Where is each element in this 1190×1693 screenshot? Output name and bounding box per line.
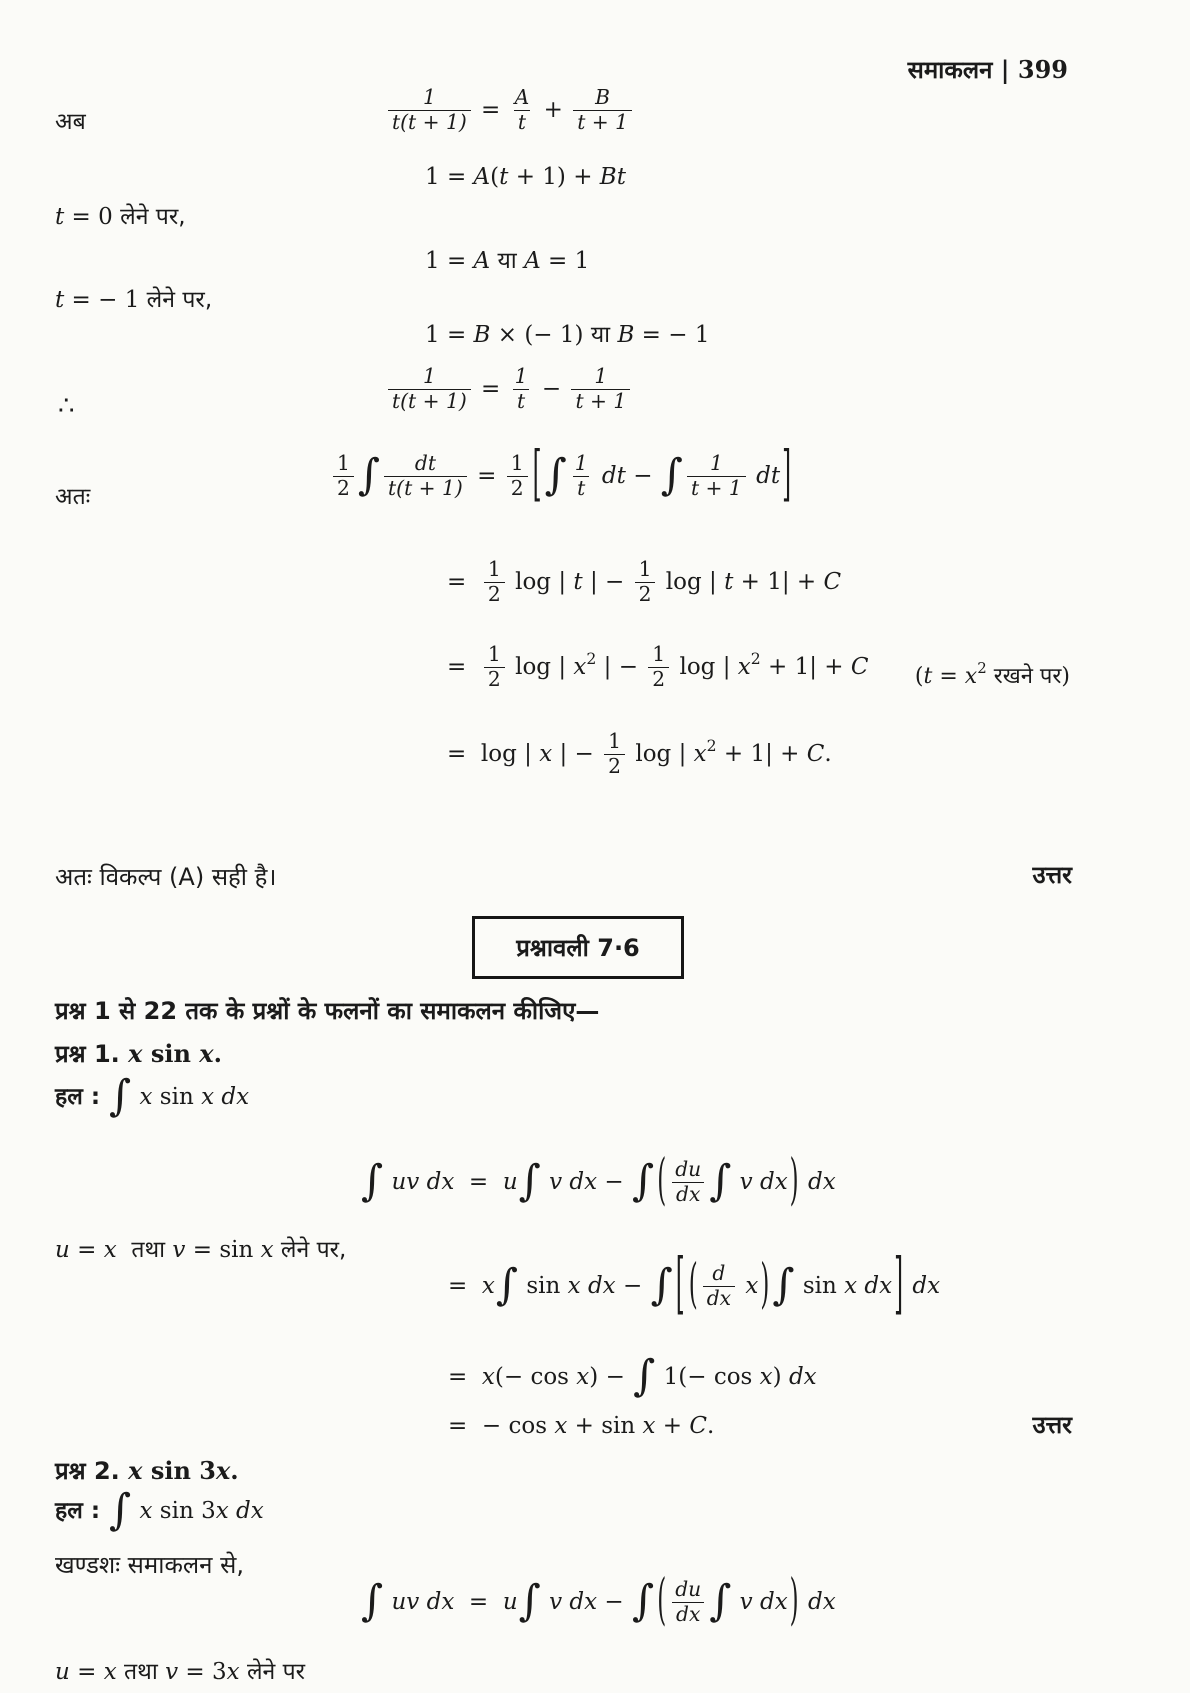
math-text: =: [932, 664, 965, 689]
equation-half-integral-split: [330, 441, 793, 509]
equation-log-x-squared: [447, 643, 869, 692]
math-text: dx: [788, 1363, 817, 1390]
header-separator: |: [992, 55, 1018, 84]
math-text: B: [473, 322, 491, 348]
superscript: 2: [586, 649, 597, 668]
integral-sign: ∫: [361, 1577, 384, 1627]
fraction-denominator: 2: [507, 476, 528, 501]
math-text: Bt: [599, 164, 626, 190]
math-text: [132, 1497, 139, 1526]
fraction-numerator: 1: [652, 642, 666, 666]
math-text: log |: [658, 569, 725, 595]
math-text: x: [964, 664, 978, 689]
fraction: [671, 1158, 705, 1207]
equation-log-final: [447, 730, 832, 779]
math-text: C: [850, 654, 869, 680]
integral-sign: ∫: [357, 451, 381, 501]
conclusion-option-a: अतः विकल्प (A) सही है।: [55, 863, 277, 891]
fraction-numerator: 1: [709, 451, 723, 475]
equation-step-2: [448, 1352, 817, 1401]
fraction-numerator: A: [514, 85, 530, 109]
integral-sign: ∫: [518, 1157, 541, 1207]
math-text: x: [642, 1413, 656, 1439]
math-text: x: [759, 1363, 773, 1390]
solution-2-start: [55, 1486, 264, 1535]
math-text: x: [103, 1659, 117, 1685]
math-text: sin: [795, 1273, 845, 1299]
math-text: =: [469, 463, 504, 489]
math-text: =: [448, 1273, 482, 1299]
math-text: = log |: [447, 741, 540, 767]
math-text: −: [615, 1273, 650, 1299]
math-text: dx: [800, 1169, 836, 1195]
math-text: 1 =: [425, 322, 474, 348]
math-text: sin 3: [142, 1456, 216, 1485]
math-text: −: [625, 463, 660, 489]
math-text: x dx: [844, 1273, 893, 1299]
fraction-denominator: 2: [484, 582, 505, 607]
math-text: =: [69, 1237, 104, 1263]
fraction: [333, 452, 354, 501]
fraction-numerator: 1: [487, 557, 501, 581]
fraction: [484, 558, 505, 607]
math-text: x: [481, 1363, 495, 1390]
math-text: [229, 1497, 236, 1526]
big-bracket: (: [657, 1569, 667, 1633]
fraction-numerator: 1: [514, 364, 528, 388]
math-text: v dx: [732, 1169, 788, 1195]
math-text: x: [128, 1039, 143, 1068]
fraction-denominator: 2: [604, 754, 625, 779]
math-text: x dx: [567, 1273, 616, 1299]
fraction: [388, 86, 471, 135]
integral-sign: ∫: [495, 1261, 519, 1311]
fraction-denominator: dx: [672, 1602, 704, 1627]
fraction-numerator: 1: [608, 729, 622, 753]
math-text: −: [597, 1589, 632, 1615]
math-text: + 1) +: [508, 164, 600, 190]
math-text: A: [524, 248, 541, 274]
fraction: [571, 365, 630, 414]
math-text: 1 =: [425, 164, 474, 190]
fraction: [635, 558, 656, 607]
math-text: (: [914, 664, 924, 689]
math-text: v dx: [541, 1169, 598, 1195]
superscript: 2: [706, 736, 717, 755]
math-text: + 1| +: [716, 741, 807, 767]
big-bracket: (: [657, 1149, 667, 1213]
math-text: [117, 1236, 132, 1265]
math-text: (: [490, 164, 500, 190]
math-text: t: [55, 287, 65, 313]
math-text: x: [139, 1083, 153, 1110]
math-text: .: [707, 1413, 715, 1439]
equation-final-answer-1: [448, 1412, 714, 1441]
integral-sign: ∫: [660, 451, 683, 501]
math-text: = − cos: [448, 1413, 555, 1439]
integral-sign: ∫: [650, 1261, 673, 1311]
equation-expanded-identity: [425, 163, 626, 192]
substitution-u-v-question-2: [55, 1658, 305, 1687]
math-text: [214, 1083, 221, 1112]
substitution-note: [914, 659, 1070, 691]
math-text: sin 3: [152, 1497, 216, 1524]
math-text: x: [554, 1413, 568, 1439]
fraction-denominator: t(t + 1): [384, 476, 467, 501]
integral-sign: ∫: [518, 1577, 541, 1627]
math-text: −: [534, 376, 569, 402]
equation-partial-fraction-setup: [385, 86, 635, 135]
math-text: .: [213, 1039, 222, 1068]
math-text: x: [215, 1456, 231, 1485]
math-text: A: [473, 248, 491, 274]
math-text: x: [737, 654, 751, 680]
fraction: [573, 86, 632, 135]
math-text: A: [473, 164, 491, 190]
math-text: लेने पर,: [146, 287, 213, 313]
big-bracket: ]: [782, 441, 792, 509]
equation-step-1: [448, 1247, 941, 1323]
math-text: log |: [507, 569, 574, 595]
page-number: 399: [1017, 55, 1068, 84]
math-text: x: [481, 1273, 495, 1299]
integration-by-parts-rule-1: [360, 1149, 836, 1213]
math-text: C: [806, 741, 825, 767]
math-text: × (− 1): [490, 322, 591, 348]
math-text: +: [655, 1413, 690, 1439]
math-text: या: [497, 248, 517, 274]
math-text: + 1| +: [760, 654, 851, 680]
fraction-denominator: 2: [648, 667, 669, 692]
big-bracket: ): [789, 1149, 799, 1213]
fraction-denominator: t: [573, 476, 589, 501]
math-text: =: [473, 376, 508, 402]
question-2-title: [55, 1456, 239, 1486]
math-text: sin: [152, 1083, 202, 1110]
fraction-denominator: t + 1: [573, 110, 632, 135]
math-text: u: [55, 1659, 70, 1685]
integral-sign: ∫: [633, 1352, 656, 1401]
fraction-denominator: 2: [635, 582, 656, 607]
chapter-title: समाकलन: [907, 56, 993, 84]
fraction: [511, 86, 534, 135]
math-text: t: [724, 569, 734, 595]
math-text: [517, 247, 524, 276]
math-text: 1 =: [425, 248, 474, 274]
exercise-heading-box: [472, 916, 684, 979]
math-text: ): [772, 1363, 789, 1390]
math-text: x: [128, 1456, 143, 1485]
math-text: ): [1061, 664, 1070, 689]
fraction-numerator: 1: [638, 557, 652, 581]
math-text: C: [689, 1413, 707, 1439]
fraction-denominator: t(t + 1): [388, 110, 471, 135]
integral-sign: ∫: [632, 1157, 655, 1207]
math-text: x: [201, 1083, 215, 1110]
math-text: x: [576, 1363, 590, 1390]
math-text: dx: [221, 1083, 250, 1110]
integral-sign: ∫: [109, 1072, 132, 1121]
math-text: हल :: [55, 1497, 109, 1524]
math-text: = 0: [64, 204, 121, 230]
math-text: t: [55, 204, 65, 230]
math-text: | −: [582, 569, 632, 595]
exercise-title: प्रश्नावली 7·6: [516, 934, 640, 962]
math-text: तथा: [124, 1659, 158, 1685]
integral-sign: ∫: [709, 1577, 732, 1627]
math-text: uv dx: [384, 1169, 455, 1195]
answer-tag: उत्तर: [1032, 861, 1072, 889]
equation-decomposition: [385, 365, 633, 414]
math-text: प्रश्न 2.: [55, 1457, 129, 1485]
fraction: [604, 730, 625, 779]
math-text: t: [573, 569, 583, 595]
fraction: [703, 1262, 735, 1311]
math-text: log |: [507, 654, 574, 680]
fraction-numerator: 1: [510, 451, 524, 475]
answer-tag-question-1: उत्तर: [1032, 1411, 1072, 1439]
fraction: [571, 452, 592, 501]
side-label-ab: अब: [55, 109, 86, 135]
math-text: [240, 1658, 247, 1687]
math-text: x: [539, 741, 553, 767]
math-text: +: [536, 97, 571, 123]
fraction-denominator: 2: [484, 667, 505, 692]
math-text: लेने पर: [246, 1659, 306, 1685]
fraction-denominator: t(t + 1): [388, 389, 471, 414]
equation-log-t: [447, 558, 841, 607]
condition-t-equals-0: [55, 203, 186, 232]
fraction: [484, 643, 505, 692]
math-text: C: [823, 569, 842, 595]
math-text: x: [260, 1237, 274, 1263]
fraction: [507, 452, 528, 501]
math-text: = − 1: [634, 322, 710, 348]
fraction-numerator: 1: [487, 642, 501, 666]
math-text: v: [172, 1237, 186, 1263]
math-text: [117, 1658, 124, 1687]
fraction-denominator: t: [514, 110, 530, 135]
condition-t-equals-minus-1: [55, 286, 212, 315]
math-text: = 1: [540, 248, 590, 274]
math-text: x: [226, 1659, 240, 1685]
math-text: x: [103, 1237, 117, 1263]
math-text: हल :: [55, 1083, 109, 1110]
math-text: प्रश्न 1.: [55, 1040, 129, 1068]
big-bracket: [: [675, 1247, 685, 1323]
math-text: x: [199, 1039, 214, 1068]
math-text: =: [454, 1589, 503, 1615]
fraction: [388, 365, 471, 414]
side-label-atah: अतः: [55, 484, 91, 510]
math-text: sin: [519, 1273, 568, 1299]
substitution-u-v-question-1: [55, 1236, 346, 1265]
fraction-numerator: 1: [594, 364, 608, 388]
fraction: [648, 643, 669, 692]
math-text: (− cos: [494, 1363, 577, 1390]
math-text: t: [923, 664, 933, 689]
math-text: तथा: [131, 1237, 166, 1263]
integral-sign: ∫: [544, 451, 567, 501]
math-text: =: [473, 97, 508, 123]
math-text: dx: [800, 1589, 836, 1615]
fraction-denominator: dx: [672, 1182, 704, 1207]
math-text: v: [165, 1659, 179, 1685]
big-bracket: (: [688, 1255, 698, 1316]
math-text: dx: [236, 1497, 264, 1524]
big-bracket: [: [532, 441, 542, 509]
fraction-numerator: 1: [422, 364, 436, 388]
math-text: v dx: [541, 1589, 598, 1615]
integral-sign: ∫: [361, 1157, 384, 1207]
math-text: t: [499, 164, 509, 190]
math-text: | −: [596, 654, 646, 680]
fraction-denominator: t + 1: [571, 389, 630, 414]
fraction: [384, 452, 467, 501]
superscript: 2: [977, 659, 987, 678]
equation-b-value: [425, 321, 709, 350]
math-text: + sin: [567, 1413, 643, 1439]
math-text: log |: [672, 654, 738, 680]
fraction-denominator: dx: [703, 1286, 735, 1311]
math-text: u: [502, 1169, 518, 1195]
page-header: [874, 24, 1068, 115]
math-text: = − 1: [64, 287, 147, 313]
fraction-numerator: 1: [422, 85, 436, 109]
math-text: = 3: [178, 1659, 227, 1685]
integration-by-parts-rule-2: [360, 1569, 836, 1633]
fraction-denominator: t: [513, 389, 529, 414]
therefore-symbol: ∴: [58, 391, 75, 421]
fraction-numerator: 1: [337, 451, 350, 475]
math-text: रखने पर: [993, 664, 1062, 689]
fraction: [671, 1578, 705, 1627]
math-text: log |: [628, 741, 694, 767]
math-text: .: [230, 1456, 239, 1485]
exercise-instructions: प्रश्न 1 से 22 तक के प्रश्नों के फलनों का समाकलन कीजिए—: [55, 997, 600, 1025]
math-text: =: [447, 654, 481, 680]
math-text: dx: [905, 1273, 941, 1299]
equation-a-value: [425, 247, 589, 276]
math-text: v dx: [732, 1589, 788, 1615]
math-text: [987, 663, 994, 691]
integral-sign: ∫: [709, 1157, 732, 1207]
math-text: dt: [594, 463, 626, 489]
fraction-numerator: du: [675, 1157, 702, 1181]
math-text: [274, 1236, 281, 1265]
math-text: [158, 1658, 165, 1687]
math-text: = sin: [185, 1237, 261, 1263]
math-text: ) −: [589, 1363, 633, 1390]
math-text: x: [693, 741, 707, 767]
math-text: लेने पर,: [120, 204, 186, 230]
math-text: या: [590, 322, 611, 348]
math-text: [490, 247, 497, 276]
big-bracket: ]: [894, 1247, 904, 1323]
fraction-denominator: 2: [333, 476, 354, 501]
by-parts-note: खण्डशः समाकलन से,: [55, 1551, 244, 1579]
big-bracket: ): [760, 1255, 770, 1316]
math-text: + 1| +: [733, 569, 824, 595]
math-text: x: [139, 1497, 153, 1524]
integral-sign: ∫: [632, 1577, 655, 1627]
math-text: u: [502, 1589, 518, 1615]
fraction: [687, 452, 746, 501]
math-text: dt: [748, 463, 781, 489]
fraction-numerator: d: [712, 1261, 726, 1285]
superscript: 2: [750, 649, 761, 668]
fraction-numerator: du: [675, 1577, 702, 1601]
fraction-denominator: t + 1: [687, 476, 746, 501]
math-text: u: [55, 1237, 70, 1263]
math-text: [132, 1083, 139, 1112]
math-text: लेने पर,: [280, 1237, 347, 1263]
math-text: =: [447, 569, 481, 595]
integral-sign: ∫: [109, 1486, 132, 1535]
question-1-title: [55, 1039, 222, 1069]
fraction-numerator: 1: [574, 451, 588, 475]
math-text: [165, 1236, 172, 1265]
fraction-numerator: B: [595, 85, 611, 109]
math-text: .: [824, 741, 832, 767]
math-text: uv dx: [384, 1589, 455, 1615]
math-text: | −: [552, 741, 602, 767]
fraction-numerator: dt: [414, 451, 436, 475]
math-text: sin: [142, 1039, 200, 1068]
math-text: x: [738, 1273, 759, 1299]
math-text: x: [215, 1497, 229, 1524]
math-text: −: [597, 1169, 632, 1195]
solution-1-start: [55, 1072, 250, 1121]
big-bracket: ): [789, 1569, 799, 1633]
math-text: x: [573, 654, 587, 680]
math-text: =: [448, 1363, 482, 1390]
math-text: B: [617, 322, 635, 348]
math-text: =: [454, 1169, 503, 1195]
math-text: 1(− cos: [656, 1363, 760, 1390]
fraction: [511, 365, 532, 414]
math-text: =: [69, 1659, 104, 1685]
integral-sign: ∫: [772, 1261, 795, 1311]
